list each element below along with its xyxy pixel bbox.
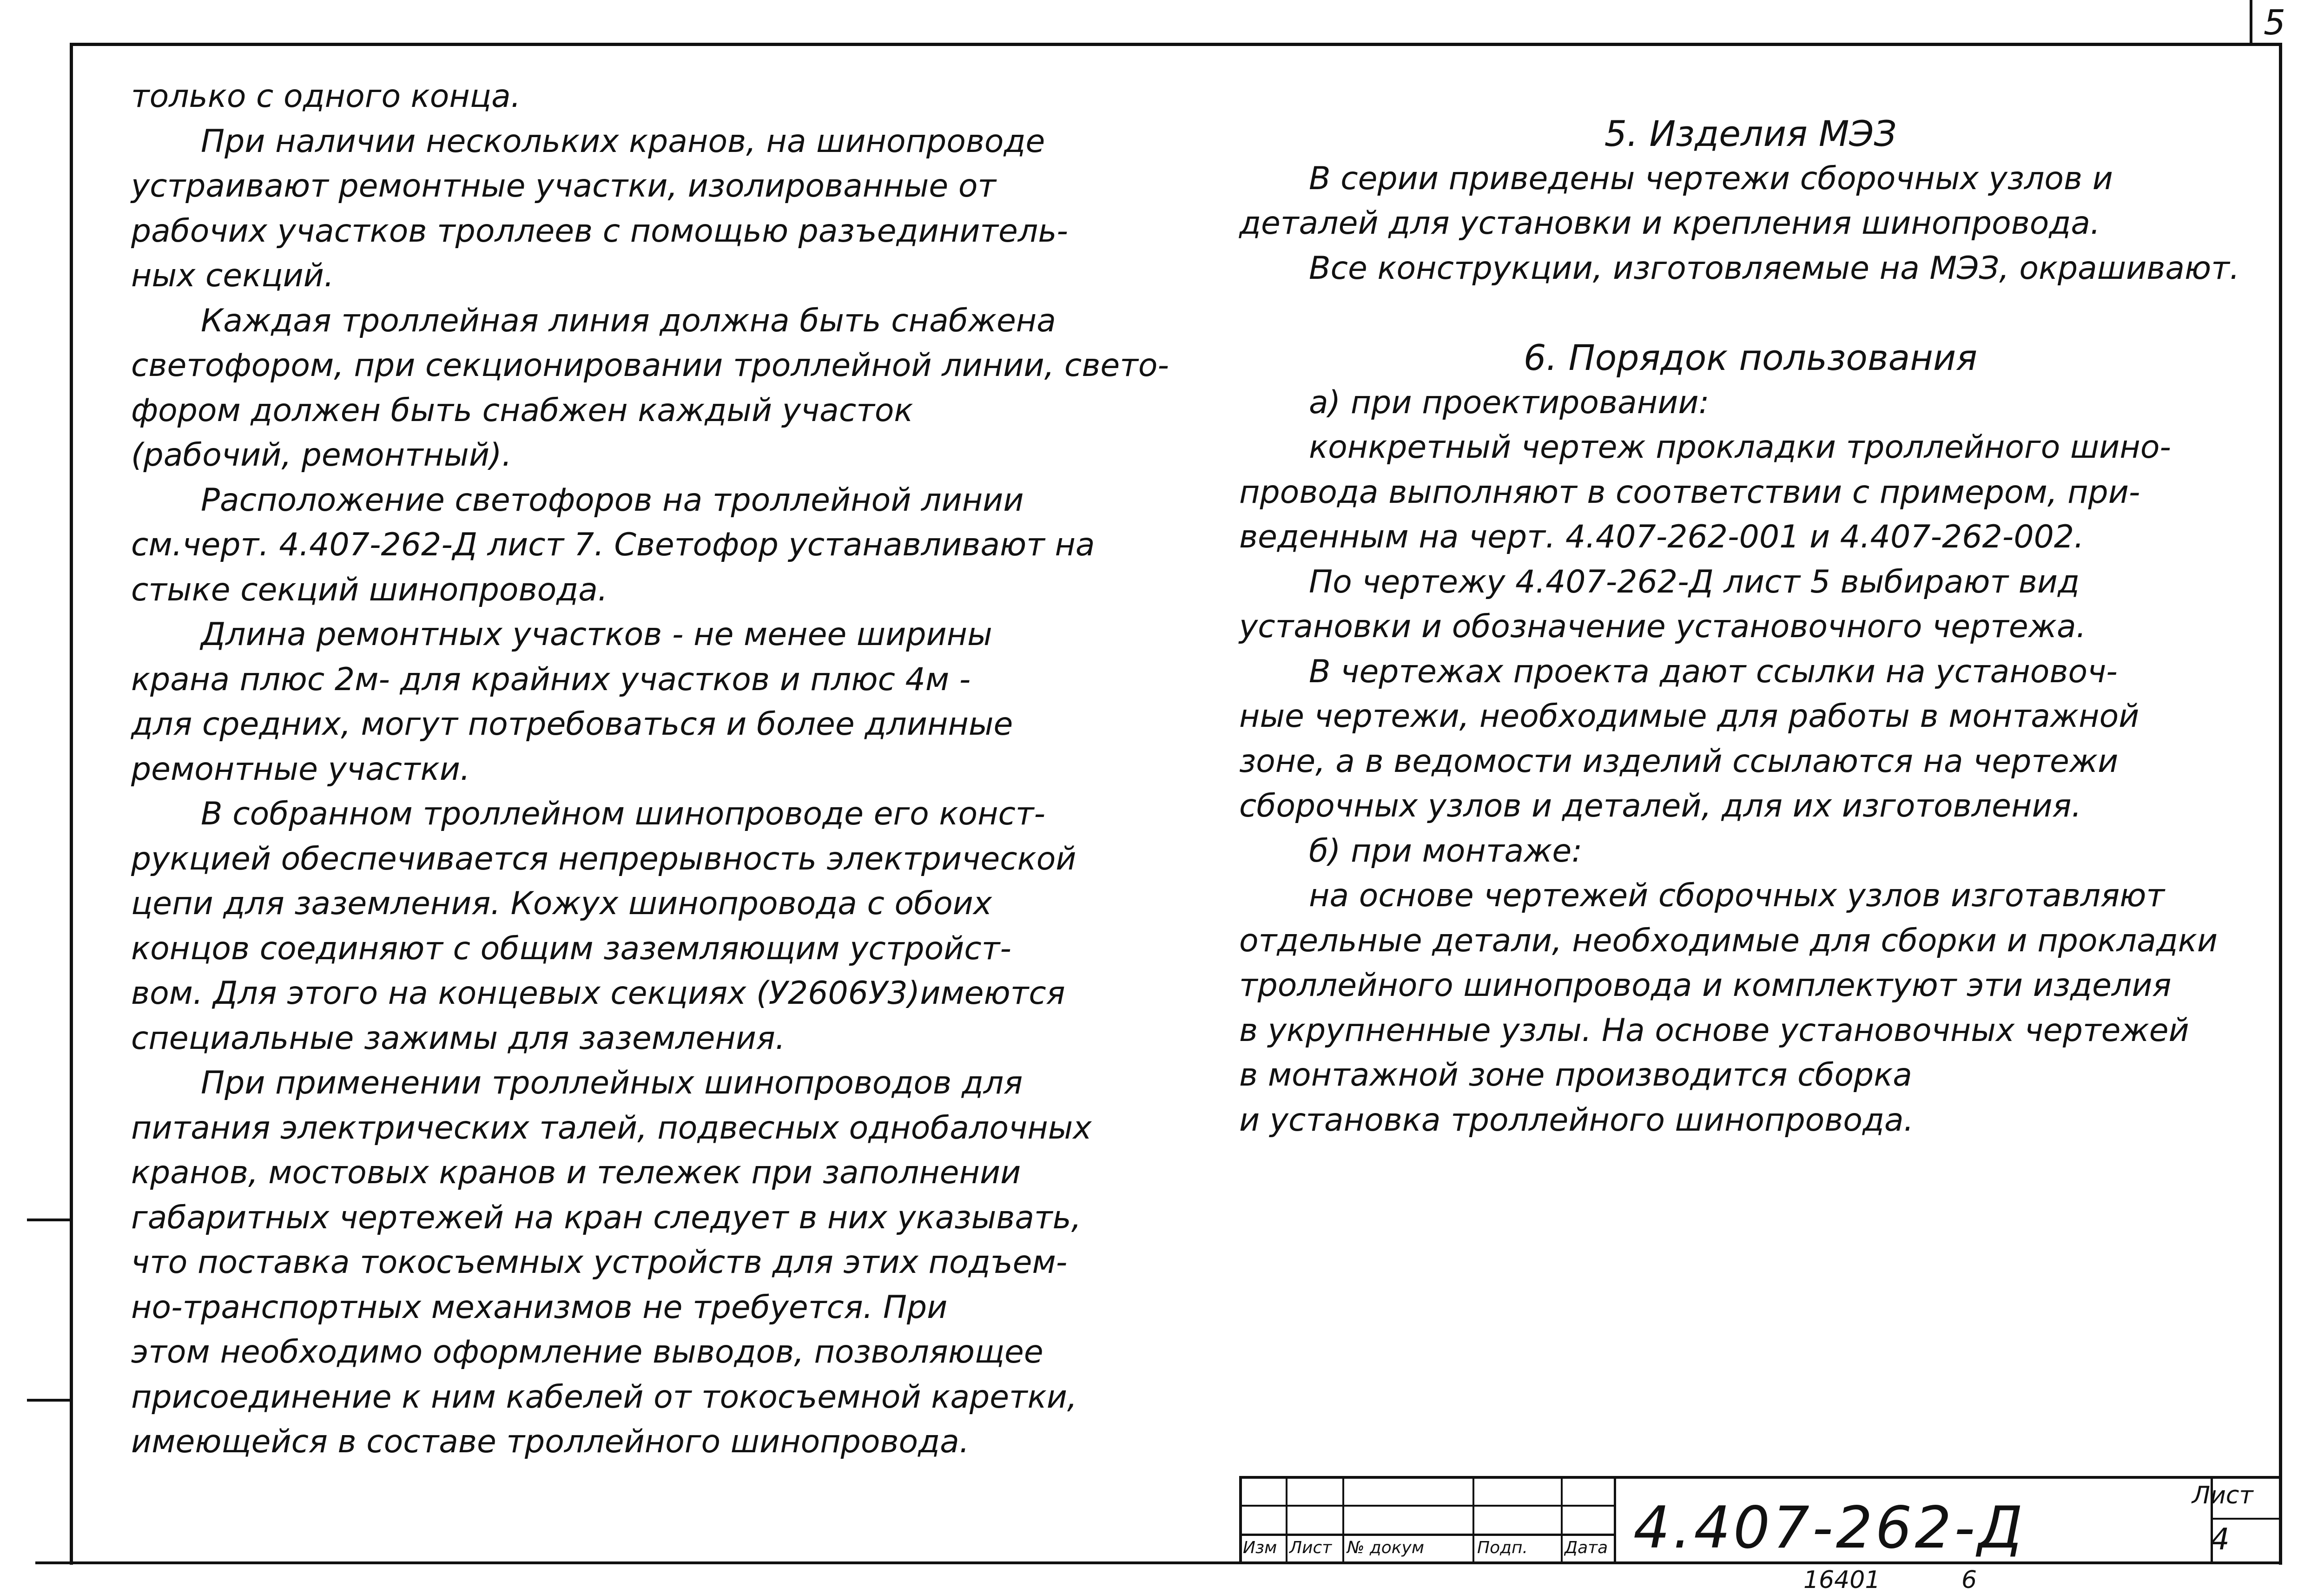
right-text-column	[1239, 112, 2262, 1143]
stamp-line	[1239, 1505, 1614, 1507]
stamp-col-list: Лист	[1289, 1538, 1332, 1557]
section6-heading: 6. Порядок пользования	[1523, 337, 1977, 378]
text-line: ремонтные участки.	[131, 751, 470, 788]
stamp-line	[1472, 1476, 1474, 1561]
text-line: габаритных чертежей на кран следует в них указывать,	[131, 1199, 1082, 1236]
inventory-number: 16401	[1803, 1566, 1881, 1594]
text-line: По чертежу 4.407-262-Д лист 5 выбирают вид	[1309, 563, 2080, 600]
stamp-line	[1239, 1476, 2279, 1479]
title-block	[1239, 1476, 2279, 1561]
text-line: и установка троллейного шинопровода.	[1239, 1101, 1914, 1139]
text-line: для средних, могут потребоваться и более длинные	[131, 706, 1013, 743]
text-line: В собранном троллейном шинопроводе его конст-	[201, 796, 1046, 832]
text-line: провода выполняют в соответствии с примером, при-	[1239, 474, 2140, 511]
text-line: установки и обозначение установочного чертежа.	[1239, 608, 2086, 645]
text-line: а) при проектировании:	[1309, 384, 1710, 421]
stamp-line	[1239, 1534, 1614, 1536]
text-line: в укрупненные узлы. На основе установочных чертежей	[1239, 1012, 2189, 1049]
text-line: В чертежах проекта дают ссылки на установоч-	[1309, 653, 2118, 690]
stamp-line	[1286, 1476, 1287, 1561]
text-line: Длина ремонтных участков - не менее ширины	[201, 616, 992, 653]
text-line: ные чертежи, необходимые для работы в монтажной	[1239, 698, 2139, 735]
section-gap	[1239, 291, 2262, 336]
text-line: концов соединяют с общим заземляющим устройст-	[131, 930, 1011, 967]
section6-body	[1239, 381, 2262, 1143]
text-line: но-транспортных механизмов не требуется. При	[131, 1289, 948, 1326]
stamp-line	[1239, 1476, 1242, 1561]
text-line: стыке секций шинопровода.	[131, 571, 608, 608]
section5-body	[1239, 157, 2262, 291]
binding-mark	[27, 1399, 71, 1402]
text-line: см.черт. 4.407-262-Д лист 7. Светофор устанавливают на	[131, 527, 1095, 563]
stamp-line	[1561, 1476, 1563, 1561]
text-line: этом необходимо оформление выводов, позволяющее	[131, 1334, 1043, 1370]
frame-left-border	[70, 43, 73, 1565]
text-line: В серии приведены чертежи сборочных узлов и	[1309, 160, 2113, 197]
frame-right-border	[2279, 43, 2282, 1565]
corner-page-number: 5	[2264, 3, 2286, 43]
text-line: крана плюс 2м- для крайних участков и плюс 4м -	[131, 661, 971, 698]
text-line: отдельные детали, необходимые для сборки и прокладки	[1239, 922, 2218, 959]
document-code: 4.407-262-Д	[1633, 1495, 2026, 1561]
frame-top-border	[70, 43, 2282, 46]
text-line: троллейного шинопровода и комплектуют эти изделия	[1239, 967, 2172, 1004]
text-line: рукцией обеспечивается непрерывность электрической	[131, 840, 1076, 877]
text-line: деталей для установки и крепления шинопровода.	[1239, 205, 2100, 242]
text-line: специальные зажимы для заземления.	[131, 1020, 786, 1057]
sheet-label: Лист	[2192, 1482, 2253, 1509]
text-line: фором должен быть снабжен каждый участок	[131, 392, 913, 429]
text-line: Расположение светофоров на троллейной линии	[201, 481, 1024, 519]
stamp-col-doc: № докум	[1347, 1538, 1425, 1557]
text-line: б) при монтаже:	[1309, 832, 1583, 869]
text-line: вом. Для этого на концевых секциях (У2606У3)имеются	[131, 975, 1065, 1012]
text-line: на основе чертежей сборочных узлов изготавляют	[1309, 877, 2165, 914]
frame-bottom-border	[35, 1561, 2282, 1564]
stamp-line	[1614, 1476, 1616, 1561]
text-line: присоединение к ним кабелей от токосъемной каретки,	[131, 1378, 1077, 1416]
text-line: светофором, при секционировании троллейной линии, свето-	[131, 347, 1169, 384]
stamp-col-izm: Изм	[1243, 1538, 1277, 1557]
text-line: (рабочий, ремонтный).	[131, 437, 512, 474]
stamp-line	[2211, 1518, 2279, 1520]
section5-heading: 5. Изделия МЭЗ	[1604, 113, 1897, 154]
text-line: что поставка токосъемных устройств для этих подъем-	[131, 1244, 1068, 1281]
text-line: цепи для заземления. Кожух шинопровода с обоих	[131, 885, 992, 922]
text-line: сборочных узлов и деталей, для их изготовления.	[1239, 788, 2082, 824]
text-line: только с одного конца.	[131, 78, 521, 115]
binding-mark	[27, 1219, 71, 1221]
text-line: имеющейся в составе троллейного шинопровода.	[131, 1423, 970, 1460]
text-line: При применении троллейных шинопроводов для	[201, 1065, 1023, 1101]
left-text-column	[131, 74, 1169, 1465]
text-line: в монтажной зоне производится сборка	[1239, 1057, 1912, 1093]
format-mark: 6	[1961, 1566, 1977, 1594]
text-line: зоне, а в ведомости изделий ссылаются на чертежи	[1239, 743, 2119, 780]
text-line: При наличии нескольких кранов, на шинопроводе	[201, 123, 1045, 160]
text-line: питания электрических талей, подвесных однобалочных	[131, 1109, 1092, 1146]
text-line: кранов, мостовых кранов и тележек при заполнении	[131, 1154, 1021, 1191]
stamp-col-date: Дата	[1565, 1538, 1608, 1557]
text-line: устраивают ремонтные участки, изолированные от	[131, 168, 997, 204]
text-line: Все конструкции, изготовляемые на МЭЗ, окрашивают.	[1309, 250, 2240, 287]
text-line: веденным на черт. 4.407-262-001 и 4.407-262-002.	[1239, 519, 2084, 555]
corner-tab-line	[2250, 0, 2252, 43]
text-line: Каждая троллейная линия должна быть снабжена	[201, 302, 1056, 339]
text-line: рабочих участков троллеев с помощью разъединитель-	[131, 212, 1068, 250]
sheet-number: 4	[2211, 1522, 2230, 1557]
stamp-col-sign: Подп.	[1477, 1538, 1528, 1557]
text-line: ных секций.	[131, 257, 334, 294]
stamp-line	[1342, 1476, 1344, 1561]
text-line: конкретный чертеж прокладки троллейного шино-	[1309, 429, 2171, 466]
